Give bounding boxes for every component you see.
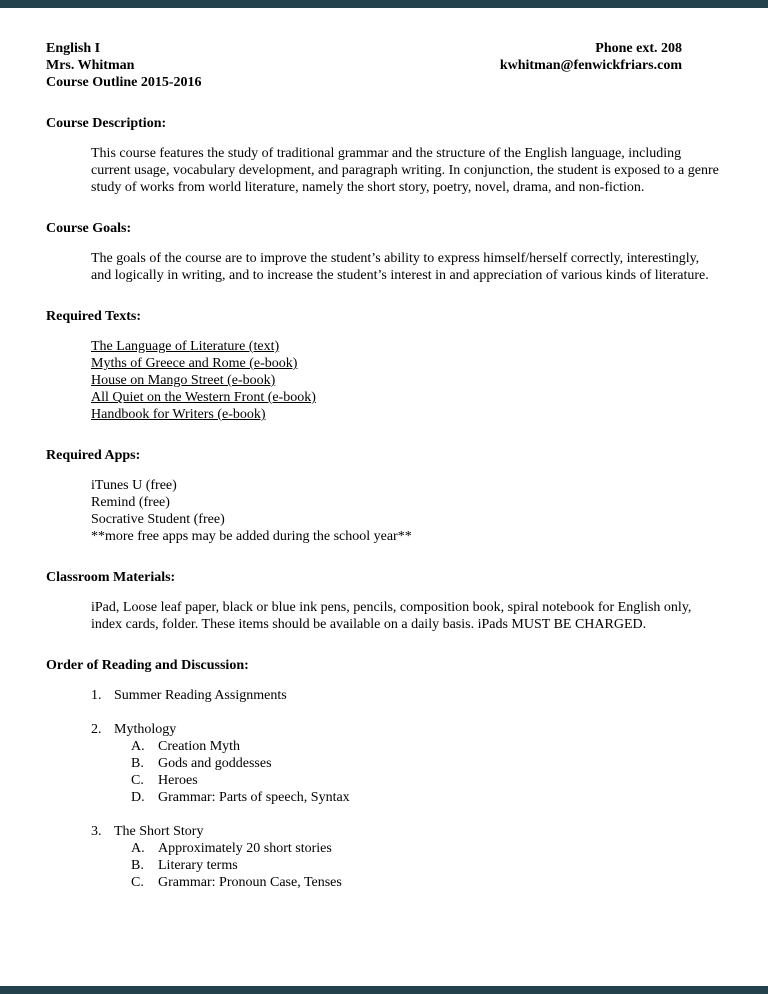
required-apps-list [91, 477, 720, 545]
teacher-name: Mrs. Whitman [46, 58, 135, 73]
header-right [500, 40, 720, 91]
heading-course-goals: Course Goals: [46, 221, 132, 236]
order-item-number: 1. [91, 688, 102, 703]
order-of-reading-list [91, 687, 720, 891]
order-item [91, 823, 720, 840]
order-item [91, 721, 720, 738]
bottom-bar [0, 986, 768, 994]
order-sub-item [131, 874, 720, 891]
order-sub-item-text: Literary terms [158, 858, 238, 873]
required-text-item: Myths of Greece and Rome (e-book) [91, 356, 298, 371]
required-app-item: Socrative Student (free) [91, 512, 225, 527]
required-text-item: House on Mango Street (e-book) [91, 373, 276, 388]
phone-extension: Phone ext. 208 [595, 41, 682, 56]
order-sub-item [131, 772, 720, 789]
order-sub-item-text: Grammar: Pronoun Case, Tenses [158, 875, 342, 890]
required-text-item: The Language of Literature (text) [91, 339, 280, 354]
top-bar [0, 0, 768, 8]
order-sub-item-text: Grammar: Parts of speech, Syntax [158, 790, 350, 805]
required-text-item: All Quiet on the Western Front (e-book) [91, 390, 316, 405]
required-texts-list [91, 338, 720, 423]
order-item-text: The Short Story [114, 824, 204, 839]
header-left [46, 40, 202, 91]
order-item-text: Mythology [114, 722, 177, 737]
heading-order-of-reading: Order of Reading and Discussion: [46, 658, 249, 673]
course-goals-text: The goals of the course are to improve the student’s ability to express himself/herself correctly, interestingly, and logically in writing, and to increase the student’s interest in and appreciation of various kinds of literature. [91, 251, 709, 283]
document-header [46, 40, 720, 91]
required-text-item: Handbook for Writers (e-book) [91, 407, 266, 422]
outline-title: Course Outline 2015-2016 [46, 75, 202, 90]
classroom-materials-text: iPad, Loose leaf paper, black or blue ink pens, pencils, composition book, spiral notebook for English only, index cards, folder. These items should be available on a daily basis. iPads MUST BE CHARGED. [91, 600, 692, 632]
order-sub-item-text: Approximately 20 short stories [158, 841, 332, 856]
order-item-text: Summer Reading Assignments [114, 688, 287, 703]
order-sub-item [131, 738, 720, 755]
required-app-item: iTunes U (free) [91, 478, 177, 493]
order-sub-item-label: C. [131, 773, 144, 788]
order-sub-item-label: A. [131, 841, 145, 856]
order-sub-item-label: C. [131, 875, 144, 890]
order-sub-item [131, 755, 720, 772]
course-name: English I [46, 41, 101, 56]
heading-required-texts: Required Texts: [46, 309, 142, 324]
required-apps-note: **more free apps may be added during the school year** [91, 529, 412, 544]
heading-required-apps: Required Apps: [46, 448, 141, 463]
course-description-text: This course features the study of traditional grammar and the structure of the English language, including current usage, vocabulary development, and paragraph writing. In conjunction, the student is exposed to a genre study of works from world literature, namely the short story, poetry, novel, drama, and non-fiction. [91, 146, 719, 195]
order-sub-item [131, 840, 720, 857]
required-app-item: Remind (free) [91, 495, 170, 510]
heading-classroom-materials: Classroom Materials: [46, 570, 176, 585]
order-sub-item-label: D. [131, 790, 145, 805]
order-sub-item [131, 789, 720, 806]
order-sub-item-label: A. [131, 739, 145, 754]
order-item-number: 3. [91, 824, 102, 839]
order-item [91, 687, 720, 704]
heading-course-description: Course Description: [46, 116, 167, 131]
order-sub-item-label: B. [131, 858, 144, 873]
teacher-email: kwhitman@fenwickfriars.com [499, 58, 682, 73]
order-item-number: 2. [91, 722, 102, 737]
order-sub-item-text: Heroes [158, 773, 198, 788]
order-sub-item-label: B. [131, 756, 144, 771]
order-sub-item [131, 857, 720, 874]
order-sub-item-text: Gods and goddesses [158, 756, 272, 771]
order-sub-item-text: Creation Myth [158, 739, 241, 754]
